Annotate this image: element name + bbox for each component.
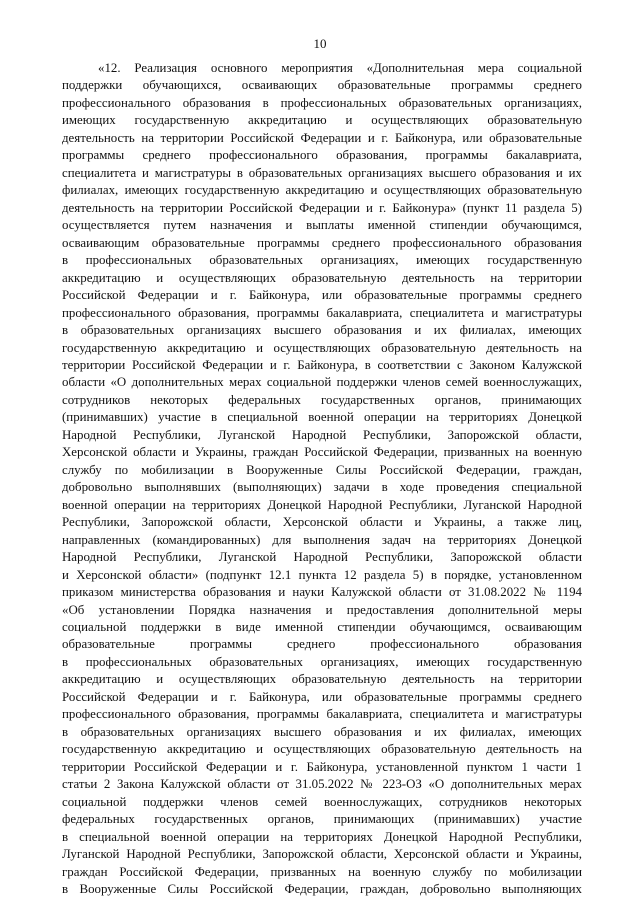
paragraph-line: деятельность на территории Российской Федерации и г. Байконура, или образовательные	[62, 130, 582, 145]
paragraph-line: специалитета и магистратуры в образовательных организациях высшего образования и их	[62, 165, 582, 180]
paragraph-line: в Вооруженные Силы Российской Федерации, граждан, добровольно выполняющих	[62, 882, 582, 897]
paragraph-line: службу по мобилизации в Вооруженные Силы Российской Федерации, граждан,	[62, 462, 582, 477]
paragraph-line: Луганской Народной Республики, Запорожской области, Херсонской области и Украины,	[62, 847, 582, 862]
paragraph-line: Народной Республики, Луганской Народной Республики, Запорожской области	[62, 550, 582, 565]
paragraph-line: Российской Федерации и г. Байконура, или образовательные программы среднего	[62, 288, 582, 303]
paragraph-line: образовательные программы среднего профессионального образования	[62, 637, 582, 652]
paragraph-line: программы среднего профессионального образования, программы бакалавриата,	[62, 148, 582, 163]
paragraph-line: социальной поддержки членов семей военнослужащих, сотрудников некоторых	[62, 794, 582, 809]
paragraph-line: аккредитацию и осуществляющих образовательную деятельность на территории	[62, 672, 582, 687]
paragraph-line: (принимавших) участие в специальной военной операции на территориях Донецкой	[62, 410, 582, 425]
paragraph-line: аккредитацию и осуществляющих образовательную деятельность на территории	[62, 270, 582, 285]
paragraph-line: государственную аккредитацию и осуществляющих образовательную деятельность на	[62, 340, 582, 355]
paragraph-line: граждан Российской Федерации, призванных на военную службу по мобилизации	[62, 864, 582, 879]
paragraph-line: территории Российской Федерации и г. Байконура, в соответствии с Законом Калужской	[62, 357, 582, 372]
paragraph-line: осуществляется путем назначения и выплаты именной стипендии обучающимся,	[62, 218, 582, 233]
paragraph-line: в образовательных организациях высшего образования и их филиалах, имеющих	[62, 323, 582, 338]
paragraph-line: осваивающим образовательные программы среднего профессионального образования	[62, 235, 582, 250]
paragraph-line: профессионального образования в профессиональных образовательных организациях,	[62, 95, 582, 110]
paragraph-line: поддержки обучающихся, осваивающих образовательные программы среднего	[62, 78, 582, 93]
main-paragraph	[62, 60, 582, 899]
paragraph-line: направленных (командированных) для выполнения задач на территориях Донецкой	[62, 532, 582, 547]
paragraph-line: территории Российской Федерации и г. Байконура, установленной пунктом 1 части 1	[62, 759, 582, 774]
paragraph-line: в профессиональных образовательных организациях, имеющих государственную	[62, 253, 582, 268]
paragraph-line: Республики, Запорожской области, Херсонской области и Украины, а также лиц,	[62, 515, 582, 530]
paragraph-line: Российской Федерации и г. Байконура, или образовательные программы среднего	[62, 689, 582, 704]
paragraph-line: филиалах, имеющих государственную аккредитацию и осуществляющих образовательную	[62, 183, 582, 198]
page-number: 10	[313, 36, 327, 51]
paragraph-line: в образовательных организациях высшего образования и их филиалах, имеющих	[62, 724, 582, 739]
paragraph-line: области «О дополнительных мерах социальной поддержки членов семей военнослужащих,	[62, 375, 582, 390]
paragraph-line: в профессиональных образовательных организациях, имеющих государственную	[62, 654, 582, 669]
paragraph-line: деятельность на территории Российской Федерации и г. Байконура» (пункт 11 раздела 5)	[62, 200, 582, 215]
paragraph-line: «12. Реализация основного мероприятия «Дополнительная мера социальной	[98, 61, 582, 75]
paragraph-line: статьи 2 Закона Калужской области от 31.05.2022 № 223-ОЗ «О дополнительных мерах	[62, 777, 582, 792]
paragraph-line: военной операции на территориях Донецкой Народной Республики, Луганской Народной	[62, 497, 582, 512]
paragraph-line: Херсонской области и Украины, граждан Российской Федерации, призванных на военную	[62, 445, 582, 460]
paragraph-line: «Об установлении Порядка назначения и предоставления дополнительной меры	[62, 602, 582, 617]
paragraph-line: и Херсонской области» (подпункт 12.1 пункта 12 раздела 5) в порядке, установленном	[62, 567, 582, 582]
paragraph-line: приказом министерства образования и науки Калужской области от 31.08.2022 № 1194	[62, 585, 582, 600]
paragraph-line: сотрудников некоторых федеральных государственных органов, принимающих	[62, 392, 582, 407]
paragraph-line: добровольно выполнявших (выполняющих) задачи в ходе проведения специальной	[62, 480, 582, 495]
paragraph-line: социальной поддержки в виде именной стипендии обучающимся, осваивающим	[62, 620, 582, 634]
paragraph-line: профессионального образования, программы бакалавриата, специалитета и магистратуры	[62, 305, 582, 320]
paragraph-line: государственную аккредитацию и осуществляющих образовательную деятельность на	[62, 742, 582, 757]
paragraph-line: Народной Республики, Луганской Народной Республики, Запорожской области,	[62, 427, 582, 442]
paragraph-line: в специальной военной операции на территориях Донецкой Народной Республики,	[62, 829, 582, 844]
paragraph-line: федеральных государственных органов, принимающих (принимавших) участие	[62, 812, 582, 827]
paragraph-line: профессионального образования, программы бакалавриата, специалитета и магистратуры	[62, 707, 582, 722]
paragraph-line: имеющих государственную аккредитацию и осуществляющих образовательную	[62, 113, 582, 128]
